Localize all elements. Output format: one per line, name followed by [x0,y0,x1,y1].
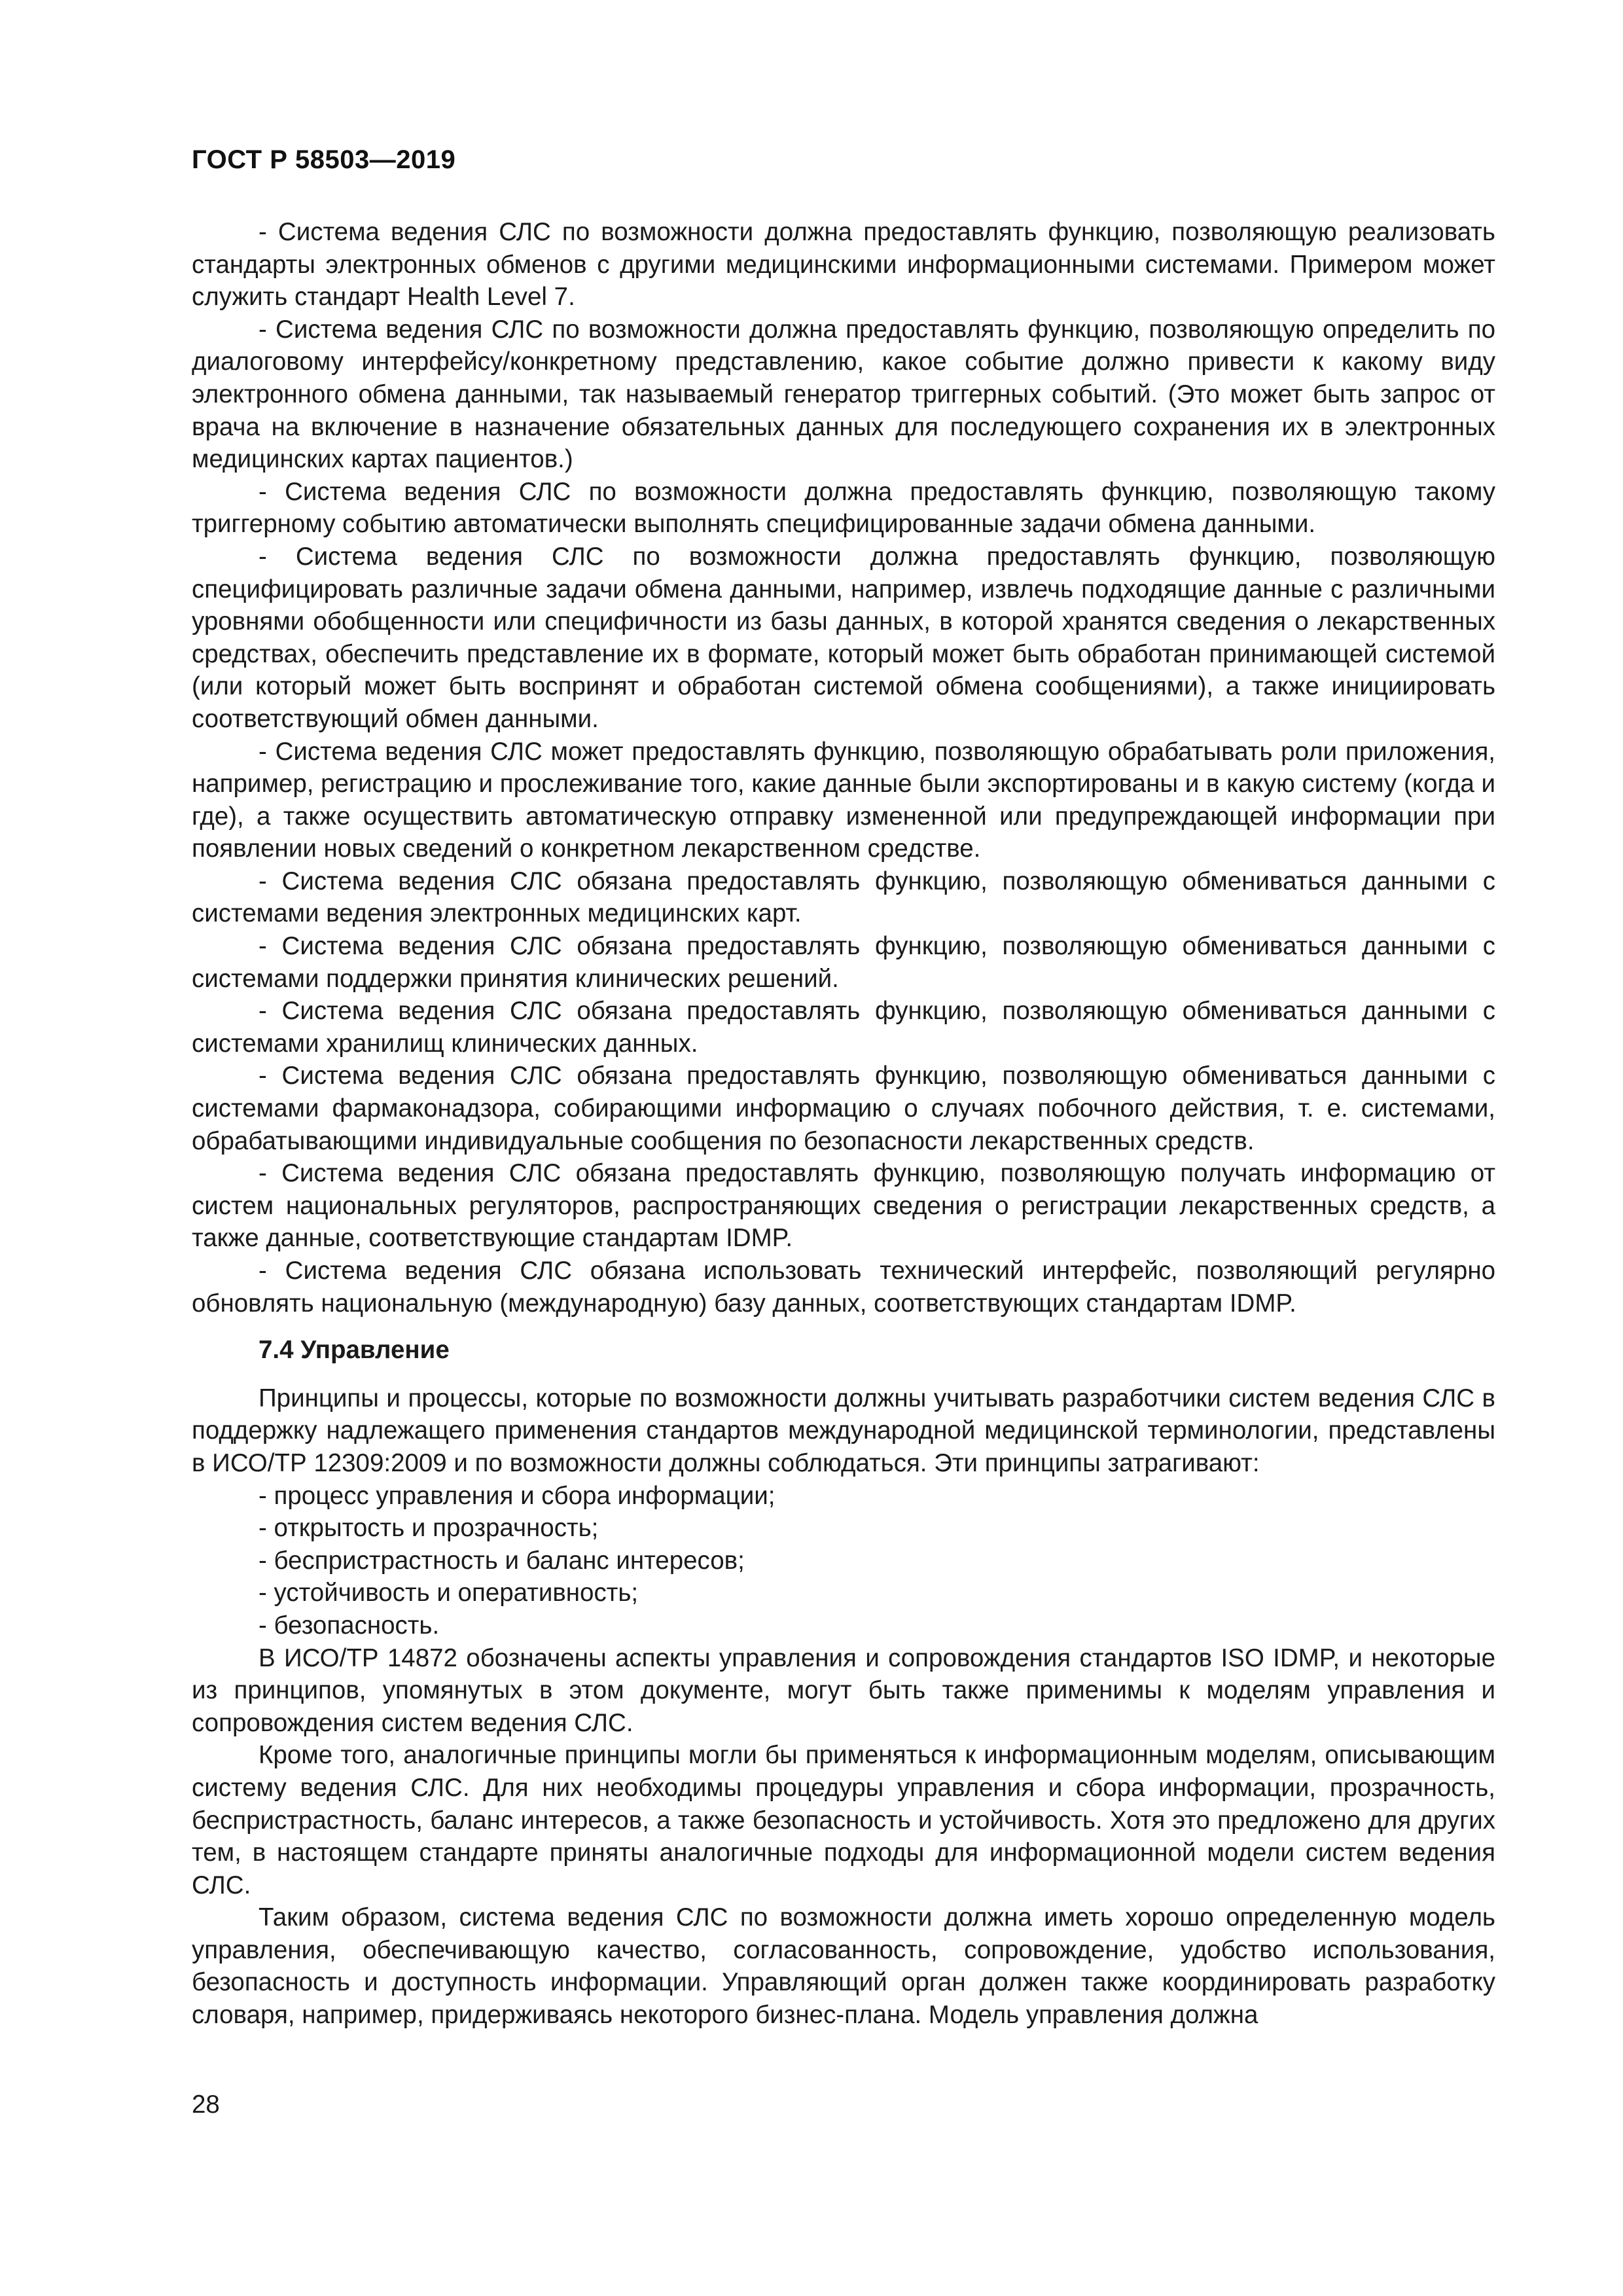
paragraph: - Система ведения СЛС обязана использовать технический интерфейс, позволяющий регулярно обновлять национальную (международную) базу данных, соответствующих стандартам IDMP. [192,1257,1495,1318]
document-header: ГОСТ Р 58503—2019 [192,145,456,174]
list-item: - процесс управления и сбора информации; [259,1481,776,1510]
paragraph: - Система ведения СЛС обязана предоставлять функцию, позволяющую обмениваться данными с системами ведения электронных медицинских карт. [192,867,1495,928]
paragraph: Таким образом, система ведения СЛС по возможности должна иметь хорошо определенную модель управления, обеспечивающую качество, согласованность, сопровождение, удобство использования, безопасность и доступность информации. Управляющий орган должен также координировать разработку словаря, например, придерживаясь некоторого бизнес-плана. Модель управления должна [192,1903,1495,2030]
list-item: - открытость и прозрачность; [259,1514,599,1543]
paragraph: - Система ведения СЛС обязана предоставлять функцию, позволяющую обмениваться данными с системами хранилищ клинических данных. [192,997,1495,1058]
paragraph: - Система ведения СЛС по возможности должна предоставлять функцию, позволяющую определить по диалоговому интерфейсу/конкретному представлению, какое событие должно привести к какому виду электронного обмена данными, так называемый генератор триггерных событий. (Это может быть запрос от врача на включение в назначение обязательных данных для последующего сохранения их в электронных медицинских картах пациентов.) [192,315,1495,474]
paragraph: - Система ведения СЛС обязана предоставлять функцию, позволяющую получать информацию от систем национальных регуляторов, распространяющих сведения о регистрации лекарственных средств, а также данные, соответствующие стандартам IDMP. [192,1159,1495,1253]
section-heading: 7.4 Управление [259,1336,450,1365]
paragraph: - Система ведения СЛС по возможности должна предоставлять функцию, позволяющую реализовать стандарты электронных обменов с другими медицинскими информационными системами. Примером может служить стандарт Health Level 7. [192,218,1495,312]
paragraph: - Система ведения СЛС может предоставлять функцию, позволяющую обрабатывать роли приложения, например, регистрацию и прослеживание того, какие данные были экспортированы и в какую систему (когда и где), а также осуществить автоматическую отправку измененной или предупреждающей информации при появлении новых сведений о конкретном лекарственном средстве. [192,737,1495,863]
paragraph: - Система ведения СЛС обязана предоставлять функцию, позволяющую обмениваться данными с системами поддержки принятия клинических решений. [192,932,1495,993]
section-intro: Принципы и процессы, которые по возможности должны учитывать разработчики систем ведения СЛС в поддержку надлежащего применения стандартов международной медицинской терминологии, представлены в ИСО/ТР 12309:2009 и по возможности должны соблюдаться. Эти принципы затрагивают: [192,1384,1495,1477]
paragraph: В ИСО/ТР 14872 обозначены аспекты управления и сопровождения стандартов ISO IDMP, и некоторые из принципов, упомянутых в этом документе, могут быть также применимы к моделям управления и сопровождения систем ведения СЛС. [192,1643,1495,1737]
list-item: - беспристрастность и баланс интересов; [259,1546,745,1575]
page-content [192,216,1495,2032]
paragraph: - Система ведения СЛС обязана предоставлять функцию, позволяющую обмениваться данными с системами фармаконадзора, собирающими информацию о случаях побочного действия, т. е. системами, обрабатывающими индивидуальные сообщения по безопасности лекарственных средств. [192,1062,1495,1155]
paragraph: Кроме того, аналогичные принципы могли бы применяться к информационным моделям, описывающим систему ведения СЛС. Для них необходимы процедуры управления и сбора информации, прозрачность, беспристрастность, баланс интересов, а также безопасность и устойчивость. Хотя это предложено для других тем, в настоящем стандарте приняты аналогичные подходы для информационной модели систем ведения СЛС. [192,1741,1495,1899]
paragraph: - Система ведения СЛС по возможности должна предоставлять функцию, позволяющую такому триггерному событию автоматически выполнять специфицированные задачи обмена данными. [192,477,1495,539]
list-item: - безопасность. [259,1611,440,1640]
list-item: - устойчивость и оперативность; [259,1579,639,1607]
paragraph: - Система ведения СЛС по возможности должна предоставлять функцию, позволяющую специфицировать различные задачи обмена данными, например, извлечь подходящие данные с различными уровнями обобщенности или специфичности из базы данных, в которой хранятся сведения о лекарственных средствах, обеспечить представление их в формате, который может быть обработан принимающей системой (или который может быть воспринят и обработан системой обмена сообщениями), а также инициировать соответствующий обмен данными. [192,542,1495,733]
page-number: 28 [192,2090,220,2119]
